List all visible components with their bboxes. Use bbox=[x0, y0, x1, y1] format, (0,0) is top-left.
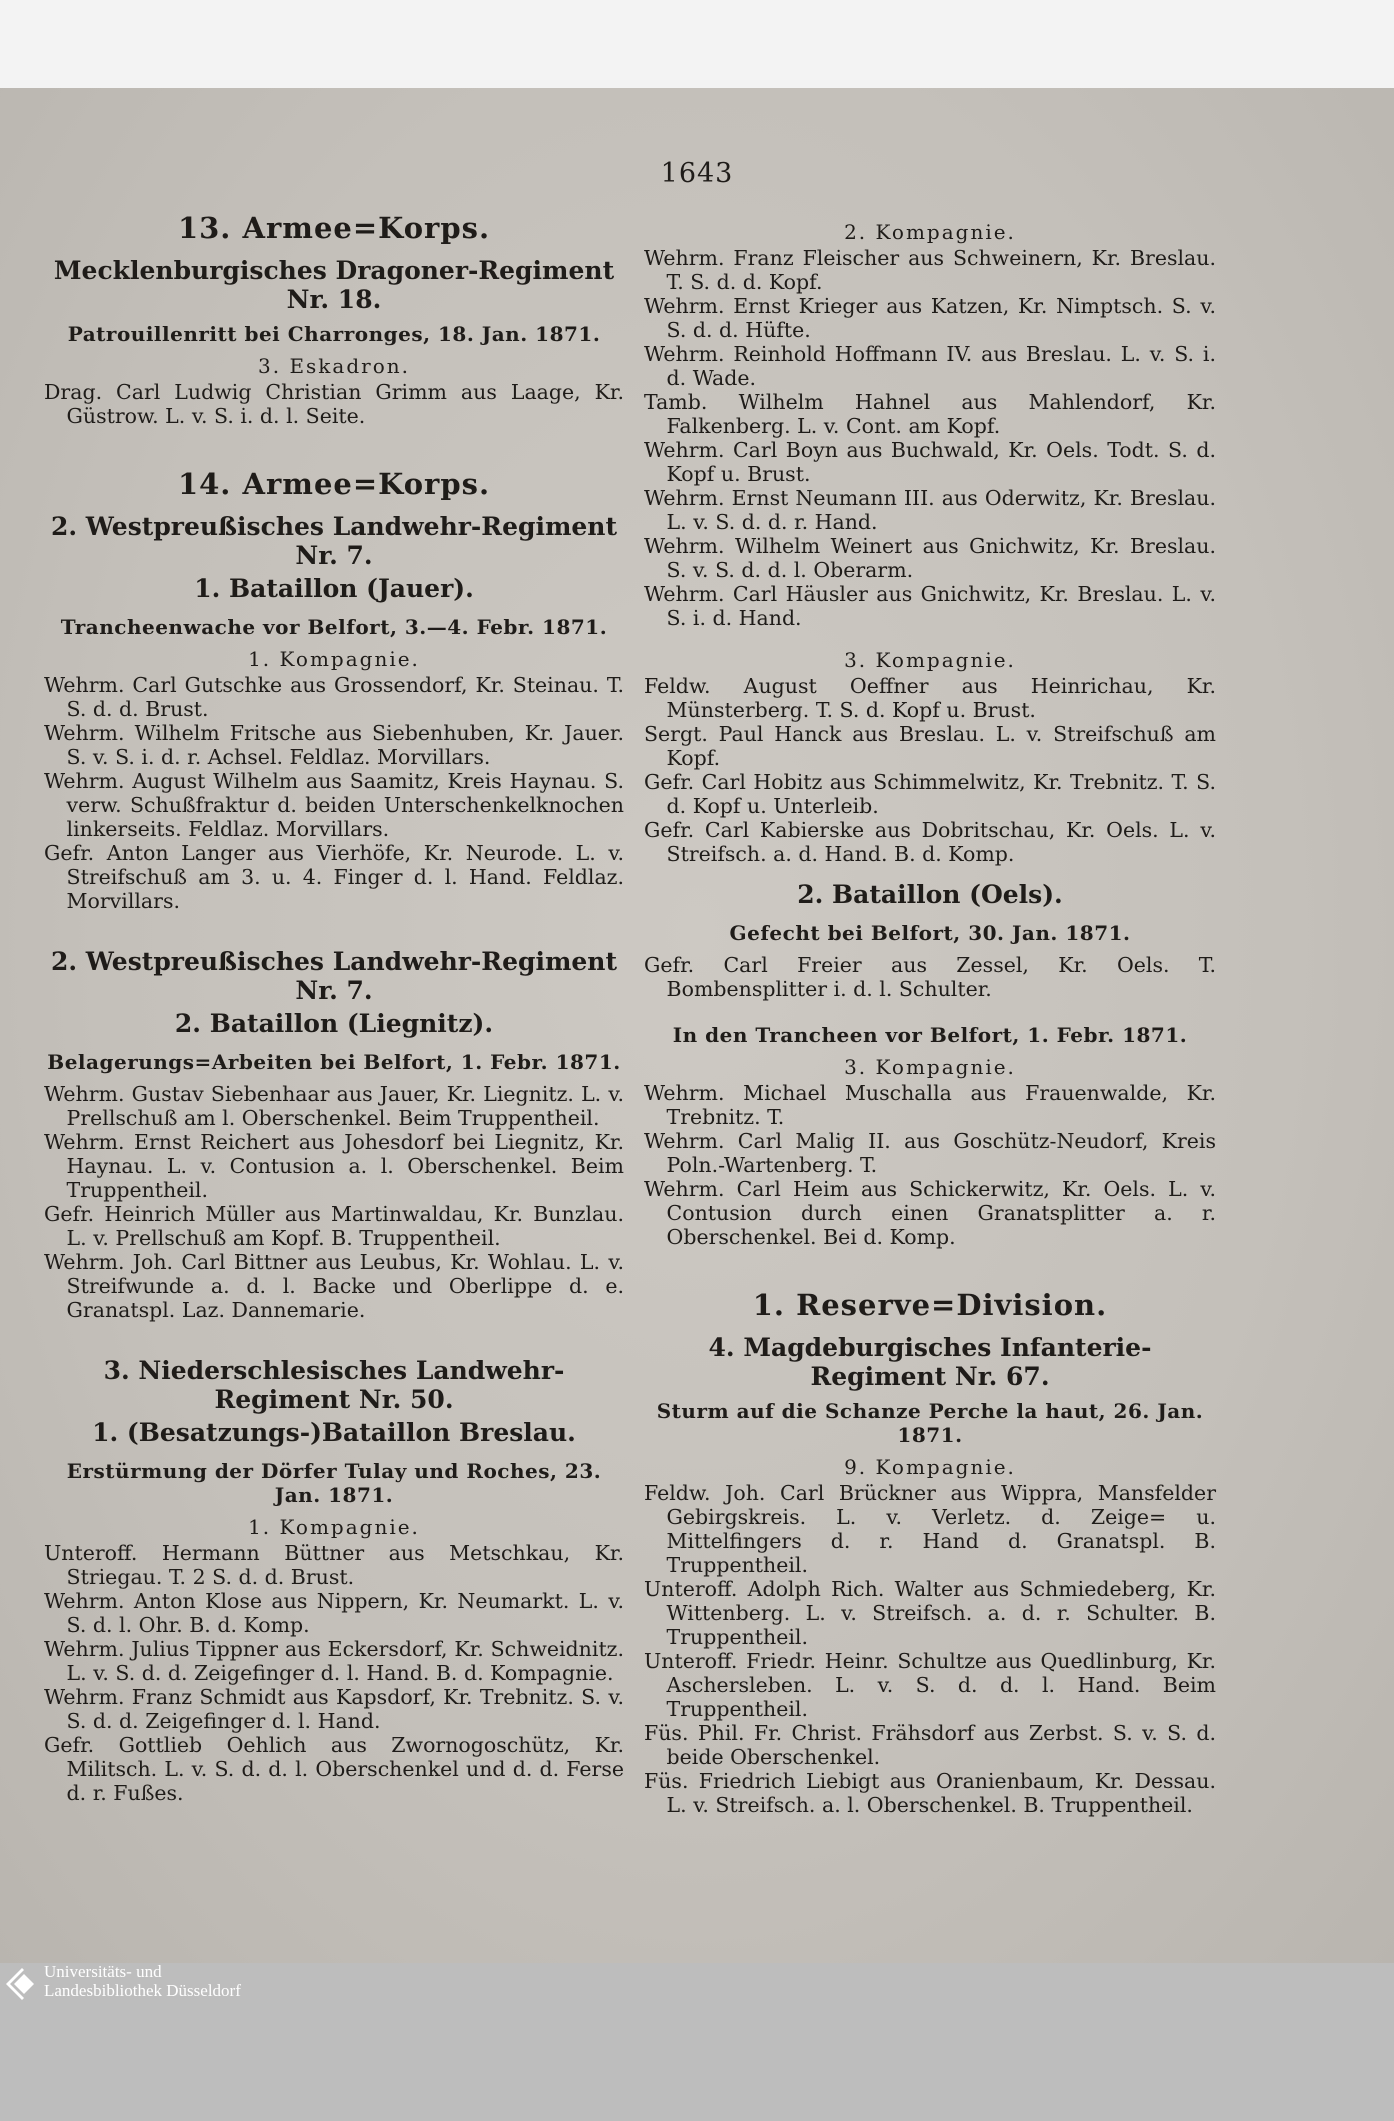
casualty-entry: Sergt. Paul Hanck aus Breslau. L. v. Streifschuß am Kopf. bbox=[644, 722, 1216, 770]
section-title: 13. Armee=Korps. bbox=[177, 211, 491, 245]
casualty-entry: Feldw. Joh. Carl Brückner aus Wippra, Mansfelder Gebirgskreis. L. v. Verletz. d. Zeige= u. Mittelfingers d. r. Hand d. Granatspl. B. Truppentheil. bbox=[644, 1481, 1216, 1577]
casualty-entry: Wehrm. Wilhelm Fritsche aus Siebenhuben, Kr. Jauer. S. v. S. i. d. r. Achsel. Feldlaz. Morvillars. bbox=[44, 721, 624, 769]
company-heading: 1. Kompagnie. bbox=[248, 1515, 420, 1539]
page-number: 1643 bbox=[660, 158, 734, 189]
action-heading: Belagerungs=Arbeiten bei Belfort, 1. Febr. 1871. bbox=[47, 1050, 621, 1074]
casualty-entry: Unteroff. Hermann Büttner aus Metschkau, Kr. Striegau. T. 2 S. d. d. Brust. bbox=[44, 1541, 624, 1589]
right-column bbox=[644, 216, 1216, 1817]
regiment-title: Mecklenburgisches Dragoner-Regiment Nr. 18. bbox=[53, 256, 615, 314]
casualty-entry: Gefr. Carl Kabierske aus Dobritschau, Kr. Oels. L. v. Streifsch. a. d. Hand. B. d. Komp. bbox=[644, 818, 1216, 866]
library-credit-line: Universitäts- und bbox=[44, 1962, 162, 1981]
action-heading: Gefecht bei Belfort, 30. Jan. 1871. bbox=[729, 921, 1131, 945]
casualty-entry: Gefr. Carl Freier aus Zessel, Kr. Oels. T. Bombensplitter i. d. l. Schulter. bbox=[644, 953, 1216, 1001]
section-title: 14. Armee=Korps. bbox=[177, 467, 491, 501]
casualty-entry: Wehrm. Franz Schmidt aus Kapsdorf, Kr. Trebnitz. S. v. S. d. d. Zeigefinger d. l. Hand. bbox=[44, 1685, 624, 1733]
casualty-entry: Drag. Carl Ludwig Christian Grimm aus Laage, Kr. Güstrow. L. v. S. i. d. l. Seite. bbox=[44, 380, 624, 428]
company-heading: 1. Kompagnie. bbox=[248, 647, 420, 671]
entry-list bbox=[644, 246, 1216, 630]
casualty-entry: Unteroff. Adolph Rich. Walter aus Schmiedeberg, Kr. Wittenberg. L. v. Streifsch. a. d. r. Schulter. B. Truppentheil. bbox=[644, 1577, 1216, 1649]
casualty-entry: Wehrm. Carl Häusler aus Gnichwitz, Kr. Breslau. L. v. S. i. d. Hand. bbox=[644, 582, 1216, 630]
casualty-entry: Wehrm. Reinhold Hoffmann IV. aus Breslau. L. v. S. i. d. Wade. bbox=[644, 342, 1216, 390]
casualty-entry: Feldw. August Oeffner aus Heinrichau, Kr. Münsterberg. T. S. d. Kopf u. Brust. bbox=[644, 674, 1216, 722]
casualty-entry: Wehrm. Michael Muschalla aus Frauenwalde, Kr. Trebnitz. T. bbox=[644, 1081, 1216, 1129]
casualty-entry: Gefr. Anton Langer aus Vierhöfe, Kr. Neurode. L. v. Streifschuß am 3. u. 4. Finger d. l. Hand. Feldlaz. Morvillars. bbox=[44, 841, 624, 913]
action-heading: Trancheenwache vor Belfort, 3.—4. Febr. 1871. bbox=[60, 615, 608, 639]
action-heading: Sturm auf die Schanze Perche la haut, 26. Jan. 1871. bbox=[656, 1399, 1204, 1447]
library-credit-line: Landesbibliothek Düsseldorf bbox=[44, 1981, 241, 2000]
action-heading: Erstürmung der Dörfer Tulay und Roches, 23. Jan. 1871. bbox=[66, 1459, 602, 1507]
library-logo-icon bbox=[4, 1962, 44, 2002]
company-heading: 3. Kompagnie. bbox=[844, 648, 1016, 672]
battalion-title: 2. Bataillon (Oels). bbox=[797, 880, 1063, 909]
left-column bbox=[44, 211, 624, 1805]
section-title: 1. Reserve=Division. bbox=[752, 1288, 1108, 1322]
casualty-entry: Wehrm. Franz Fleischer aus Schweinern, Kr. Breslau. T. S. d. d. Kopf. bbox=[644, 246, 1216, 294]
casualty-entry: Wehrm. Carl Heim aus Schickerwitz, Kr. Oels. L. v. Contusion durch einen Granatsplitter a. r. Oberschenkel. Bei d. Komp. bbox=[644, 1177, 1216, 1249]
casualty-entry: Wehrm. Ernst Krieger aus Katzen, Kr. Nimptsch. S. v. S. d. d. Hüfte. bbox=[644, 294, 1216, 342]
casualty-entry: Wehrm. Anton Klose aus Nippern, Kr. Neumarkt. L. v. S. d. l. Ohr. B. d. Komp. bbox=[44, 1589, 624, 1637]
regiment-title: 3. Niederschlesisches Landwehr-Regiment Nr. 50. bbox=[103, 1356, 565, 1414]
casualty-entry: Gefr. Gottlieb Oehlich aus Zwornogoschütz, Kr. Militsch. L. v. S. d. d. l. Oberschenkel und d. d. Ferse d. r. Fußes. bbox=[44, 1733, 624, 1805]
battalion-title: 1. Bataillon (Jauer). bbox=[194, 574, 474, 603]
entry-list bbox=[44, 673, 624, 913]
entry-list bbox=[44, 1082, 624, 1322]
casualty-entry: Wehrm. Carl Gutschke aus Grossendorf, Kr. Steinau. T. S. d. d. Brust. bbox=[44, 673, 624, 721]
library-credit bbox=[44, 1962, 241, 2000]
casualty-entry: Unteroff. Friedr. Heinr. Schultze aus Quedlinburg, Kr. Aschersleben. L. v. S. d. d. l. Hand. Beim Truppentheil. bbox=[644, 1649, 1216, 1721]
casualty-entry: Wehrm. Carl Malig II. aus Goschütz-Neudorf, Kreis Poln.-Wartenberg. T. bbox=[644, 1129, 1216, 1177]
action-heading: In den Trancheen vor Belfort, 1. Febr. 1871. bbox=[672, 1023, 1188, 1047]
casualty-entry: Wehrm. August Wilhelm aus Saamitz, Kreis Haynau. S. verw. Schußfraktur d. beiden Unterschenkelknochen linkerseits. Feldlaz. Morvillars. bbox=[44, 769, 624, 841]
casualty-entry: Gefr. Carl Hobitz aus Schimmelwitz, Kr. Trebnitz. T. S. d. Kopf u. Unterleib. bbox=[644, 770, 1216, 818]
regiment-title: 2. Westpreußisches Landwehr-Regiment Nr. 7. bbox=[50, 947, 618, 1005]
regiment-title: 4. Magdeburgisches Infanterie-Regiment Nr. 67. bbox=[708, 1333, 1152, 1391]
casualty-entry: Füs. Friedrich Liebigt aus Oranienbaum, Kr. Dessau. L. v. Streifsch. a. l. Oberschenkel. B. Truppentheil. bbox=[644, 1769, 1216, 1817]
casualty-entry: Tamb. Wilhelm Hahnel aus Mahlendorf, Kr. Falkenberg. L. v. Cont. am Kopf. bbox=[644, 390, 1216, 438]
battalion-title: 1. (Besatzungs-)Bataillon Breslau. bbox=[92, 1418, 576, 1447]
entry-list bbox=[644, 1481, 1216, 1817]
entry-list bbox=[644, 1081, 1216, 1249]
casualty-entry: Gefr. Heinrich Müller aus Martinwaldau, Kr. Bunzlau. L. v. Prellschuß am Kopf. B. Truppentheil. bbox=[44, 1202, 624, 1250]
casualty-entry: Wehrm. Ernst Neumann III. aus Oderwitz, Kr. Breslau. L. v. S. d. d. r. Hand. bbox=[644, 486, 1216, 534]
casualty-entry: Wehrm. Wilhelm Weinert aus Gnichwitz, Kr. Breslau. S. v. S. d. d. l. Oberarm. bbox=[644, 534, 1216, 582]
regiment-title: 2. Westpreußisches Landwehr-Regiment Nr. 7. bbox=[50, 512, 618, 570]
entry-list bbox=[44, 1541, 624, 1805]
entry-list bbox=[644, 674, 1216, 866]
entry-list bbox=[644, 953, 1216, 1001]
company-heading: 3. Eskadron. bbox=[258, 354, 410, 378]
casualty-entry: Wehrm. Julius Tippner aus Eckersdorf, Kr. Schweidnitz. L. v. S. d. d. Zeigefinger d. l. Hand. B. d. Kompagnie. bbox=[44, 1637, 624, 1685]
entry-list bbox=[44, 380, 624, 428]
company-heading: 3. Kompagnie. bbox=[844, 1055, 1016, 1079]
battalion-title: 2. Bataillon (Liegnitz). bbox=[174, 1009, 494, 1038]
company-heading: 2. Kompagnie. bbox=[844, 220, 1016, 244]
company-heading: 9. Kompagnie. bbox=[844, 1455, 1016, 1479]
casualty-entry: Wehrm. Joh. Carl Bittner aus Leubus, Kr. Wohlau. L. v. Streifwunde a. d. l. Backe und Oberlippe d. e. Granatspl. Laz. Dannemarie. bbox=[44, 1250, 624, 1322]
casualty-entry: Wehrm. Carl Boyn aus Buchwald, Kr. Oels. Todt. S. d. Kopf u. Brust. bbox=[644, 438, 1216, 486]
casualty-entry: Wehrm. Gustav Siebenhaar aus Jauer, Kr. Liegnitz. L. v. Prellschuß am l. Oberschenkel. Beim Truppentheil. bbox=[44, 1082, 624, 1130]
casualty-entry: Wehrm. Ernst Reichert aus Johesdorf bei Liegnitz, Kr. Haynau. L. v. Contusion a. l. Oberschenkel. Beim Truppentheil. bbox=[44, 1130, 624, 1202]
casualty-entry: Füs. Phil. Fr. Christ. Frähsdorf aus Zerbst. S. v. S. d. beide Oberschenkel. bbox=[644, 1721, 1216, 1769]
scan-top-margin bbox=[0, 0, 1394, 88]
action-heading: Patrouillenritt bei Charronges, 18. Jan. 1871. bbox=[67, 322, 601, 346]
